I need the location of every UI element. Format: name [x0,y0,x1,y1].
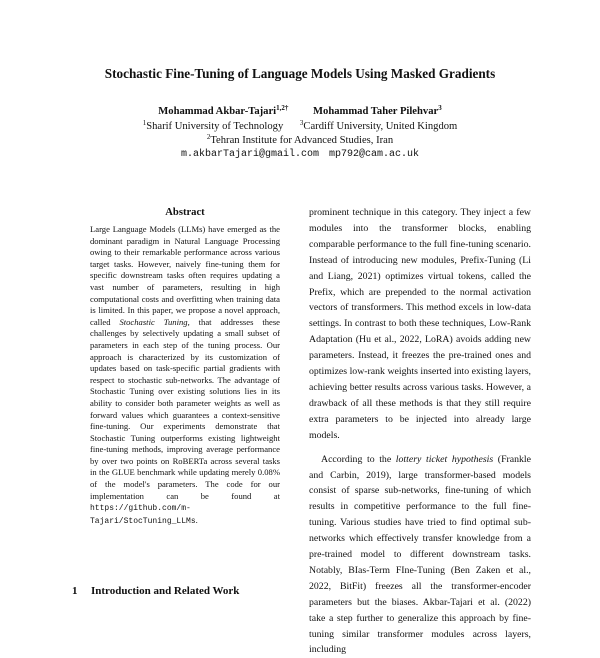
section-number: 1 [72,585,78,597]
author-name: Mohammad Akbar-Tajari [158,106,277,117]
abstract-heading: Abstract [165,207,205,218]
body-paragraph [309,452,531,658]
affiliation-mark: 1 [142,119,147,127]
author-line [0,106,600,117]
email-line [0,149,600,160]
italic-term: lottery ticket hypothesis [395,453,494,465]
abstract-text: Large Language Models (LLMs) have emerged as the dominant paradigm in Natural Language Processing owing to their remarkable performance across various target tasks. However, naively fine-tuning them for specific downstream tasks often requires updating a vast number of parameters, resulting in high computational costs and overfitting when training data is limited. In this paper, we propose a novel approach, called [90,224,280,327]
body-text: According to the [321,453,396,465]
affiliation-text: Tehran Institute for Advanced Studies, Iran [210,135,394,146]
abstract-body [90,224,280,527]
body-paragraph: prominent technique in this category. They inject a few modules into the transformer blocks, enabling comparable performance to the full fine-tuning scenario. Instead of introducing new modules, Prefix-Tuning (Li and Liang, 2021) optimizes virtual tokens, called the Prefix, which are prepended to the normal activation vectors of transformers. This method excels in low-data settings. In contrast to both these techniques, Low-Rank Adaptation (Hu et al., 2022, LoRA) avoids adding new parameters. Instead, it freezes the pre-trained ones and optimizes low-rank weights inserted into existing layers, achieving better results across various tasks. However, a drawback of all these methods is that they still require extra parameters to be injected into already large models. [309,207,531,441]
affiliation-mark: 3 [299,119,304,127]
section-title: Introduction and Related Work [91,585,240,597]
email: mp792@cam.ac.uk [329,149,420,160]
method-name: Stochastic Tuning [119,316,188,327]
abstract-text: , that addresses these challenges by selectively updating a small subset of parameters in each step of the tuning process. Our approach is characterized by its customization of updates based on task-specific partial gradients with respect to stochastic sub-networks. The advantage of Stochastic Tuning over existing solutions lies in its ability to consider both parameter weights as well as forward values which guarantees a context-sensitive fine-tuning. Our experiments demonstrate that Stochastic Tuning outperforms existing lightweight fine-tuning methods, improving average performance by over two points on RoBERTa across several tasks in the GLUE benchmark while updating merely 0.08% of the model's parameters. The code for our implementation can be found at [90,316,280,501]
body-column [309,205,531,658]
body-text: (Frankle and Carbin, 2019), large transformer-based models consist of sparse sub-networks, fine-tuning of which results in competitive performance to the full fine-tuning. Various studies have tried to find optimal sub-networks which effectively transfer knowledge from a pre-trained model to different downstream tasks. Notably, BIas-Term FIne-Tuning (Ben Zaken et al., 2022, BitFit) freezes all the transformer-encoder parameters but the biases. Akbar-Tajari et al. (2022) take a step further to generalize this approach by fine-tuning similar transformer modules across layers, including [309,453,531,656]
abstract-text: . [195,514,198,525]
author-marks: 3 [438,104,442,112]
author-name: Mohammad Taher Pilehvar [313,106,439,117]
author-marks: 1,2† [276,104,289,112]
paper-title: Stochastic Fine-Tuning of Language Models Using Masked Gradients [104,66,496,81]
email: m.akbarTajari@gmail.com [180,149,319,160]
code-url[interactable]: https://github.com/m-Tajari/StocTuning_LLMs [90,504,196,526]
section-heading [72,585,239,597]
affiliation-text: Sharif University of Technology [146,121,284,132]
affiliation-line [0,121,600,132]
affiliation-text: Cardiff University, United Kingdom [303,121,458,132]
affiliation-mark: 2 [206,133,211,141]
affiliation-line [0,135,600,146]
